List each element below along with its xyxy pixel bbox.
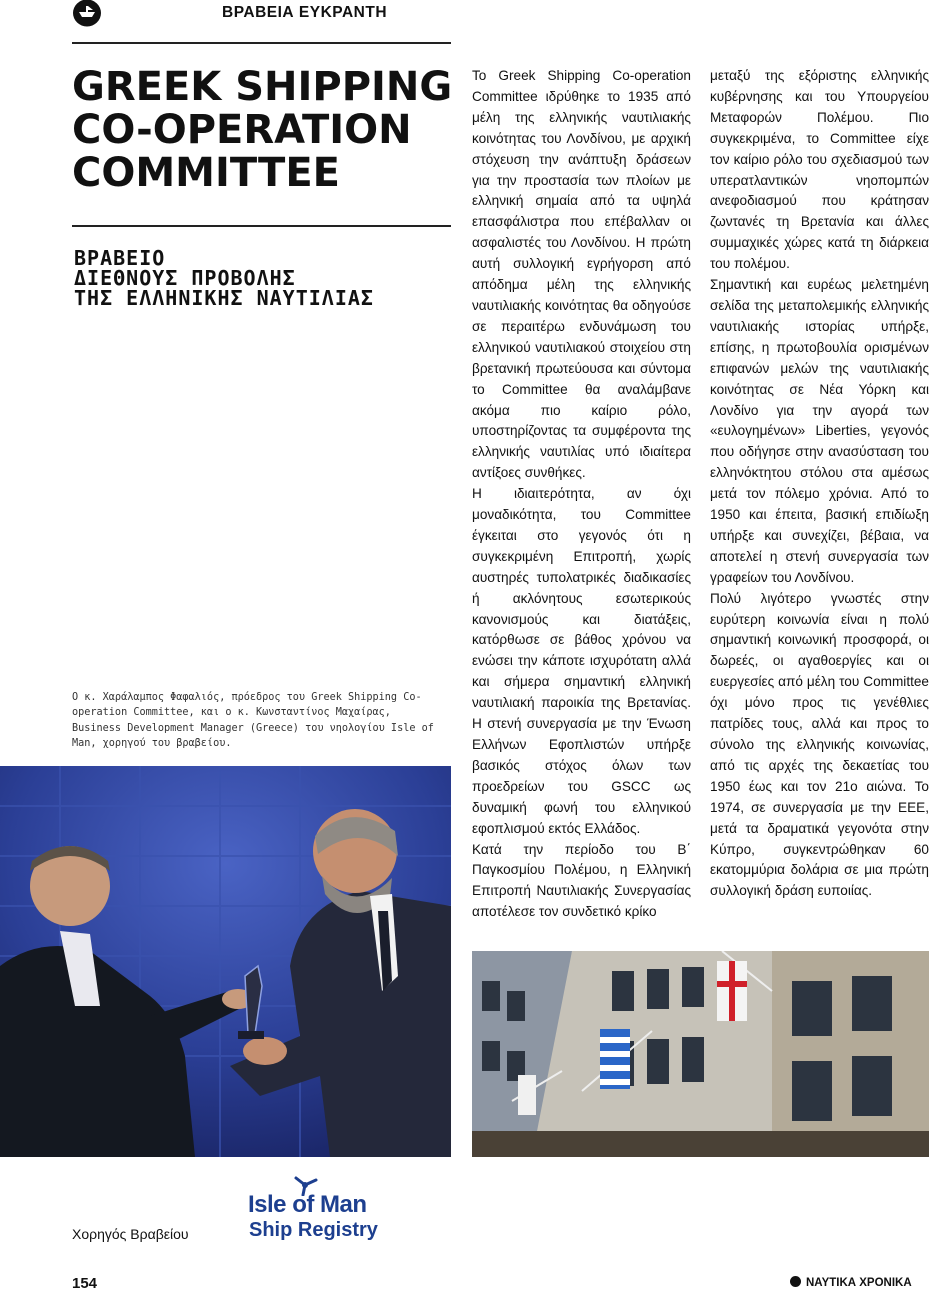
photo-caption: Ο κ. Χαράλαμπος Φαφαλιός, πρόεδρος του Greek Shipping Co-operation Committee, και ο κ. Κωνσταντίνος Μαχαίρας, Business Development Manager (Greece) του νηολογίου Isle of Man, χορηγού του βραβείου. xyxy=(72,692,434,750)
title-line: COMMITTEE xyxy=(72,150,340,196)
award-ceremony-photo xyxy=(0,766,451,1157)
award-line: ΤΗΣ ΕΛΛΗΝΙΚΗΣ ΝΑΥΤΙΛΙΑΣ xyxy=(74,286,374,310)
paragraph: Σημαντική και ευρέως μελετημένη σελίδα της μεταπολεμικής ελληνικής ναυτιλιακής ιστορίας υπήρξε, επίσης, η πρωτοβουλία ορισμένων επιφανών μελών της ναυτιλιακής κοινότητας σε Νέα Υόρκη και Λονδίνο για την αγορά των «ευλογημένων» Liberties, γεγονός που οδήγησε στην ανασύσταση του ελληνόκτητου στόλου στα αμέσως μετά τον πόλεμο χρόνια. Από το 1950 και έπειτα, βασική επιδίωξη υπήρξε και συνεχίζει, βέβαια, να αποτελεί η στενή συνεργασία των γραφείων του Λονδίνου. xyxy=(710,277,929,585)
divider xyxy=(72,42,451,44)
award-name xyxy=(74,248,444,308)
brand-name: ΝΑΥΤΙΚΑ ΧΡΟΝΙΚΑ xyxy=(806,1277,912,1289)
divider xyxy=(72,225,451,227)
article-column-2 xyxy=(710,66,929,902)
london-building-photo xyxy=(472,951,929,1157)
page-number: 154 xyxy=(72,1275,98,1292)
sponsor-label: Χορηγός Βραβείου xyxy=(72,1226,189,1242)
logo-text-line1: Isle of Man xyxy=(248,1191,367,1218)
award-line: ΒΡΑΒΕΙΟ xyxy=(74,246,166,270)
award-line: ΔΙΕΘΝΟΥΣ ΠΡΟΒΟΛΗΣ xyxy=(74,266,296,290)
section-label: ΒΡΑΒΕΙΑ ΕΥΚΡΑΝΤΗ xyxy=(222,4,388,21)
paragraph: Πολύ λιγότερο γνωστές στην ευρύτερη κοινωνία είναι η πολύ σημαντική κοινωνική προσφορά, οι δωρεές, οι αγαθοεργίες και οι ευεργεσίες από μέλη του Committee όχι μόνο προς τις γενέθλιες πατρίδες τους, αλλά και προς το σύνολο της ελληνικής κοινωνίας, από τις αρχές της δεκαετίας του 1950 έως και τον 21ο αιώνα. Το 1974, σε συνεργασία με την ΕΕΕ, μετά τα δραματικά γεγονότα στην Κύπρο, συγκεντρώθηκαν 60 εκατομμύρια δολάρια σε μια πρώτη συλλογική δράση ευποιίας. xyxy=(710,590,929,899)
paragraph: Το Greek Shipping Co-operation Committee ιδρύθηκε το 1935 από μέλη της ελληνικής ναυτιλιακής κοινότητας του Λονδίνου, με αρχική στόχευση την ανάπτυξη δράσεων για την προστασία των πλοίων με ελληνική σημαία από τα υψηλά επασφάλιστρα που επέβαλλαν οι ασφαλιστές του Λονδίνου. Η πρώτη αυτή συλλογική εγρήγορση από απόδημα μέλη της ελληνικής ναυτιλιακής κοινότητας θα οδηγούσε σε περαιτέρω ενδυνάμωση του ελληνικού ναυτιλιακού στοιχείου στη βρετανική πρωτεύουσα και σύντομα το Committee θα αναλάμβανε ακόμα πιο καίριο ρόλο, υποστηρίζοντας τα συμφέροντα της ελληνικής ναυτιλίας υπό ιδιαίτερα αντίξοες συνθήκες. xyxy=(472,68,691,481)
paragraph: Η ιδιαιτερότητα, αν όχι μοναδικότητα, του Committee έγκειται στο γεγονός ότι η συγκεκριμένη Επιτροπή, χωρίς αυστηρές τυπολατρικές διαδικασίες ή ακλόνητους εσωτερικούς κανονισμούς και διατάξεις, κατόρθωσε σε βάθος χρόνου να ενώσει την κάποτε ισχυρότατη αλλά και σήμερα σημαντική ελληνική ναυτιλιακή παροικία της Βρετανίας. Η στενή συνεργασία με την Ένωση Ελλήνων Εφοπλιστών υπήρξε βασικός στόχος όλων των προεδρείων του GSCC ως δυναμική φωνή του ελληνικού εφοπλισμού εκτός Ελλάδος. xyxy=(472,486,691,836)
title-line: GREEK SHIPPING xyxy=(72,64,453,110)
paragraph: Κατά την περίοδο του Β΄ Παγκοσμίου Πολέμου, η Ελληνική Επιτροπή Ναυτιλιακής Συνεργασίας αποτέλεσε τον συνδετικό κρίκο xyxy=(472,841,691,920)
isle-of-man-ship-registry-logo xyxy=(248,1174,388,1250)
ship-badge-icon xyxy=(72,0,102,28)
brand-dot-icon xyxy=(790,1276,801,1287)
logo-text-line2: Ship Registry xyxy=(249,1219,378,1241)
title-line: CO-OPERATION xyxy=(72,107,412,153)
paragraph: μεταξύ της εξόριστης ελληνικής κυβέρνησης και του Υπουργείου Μεταφορών Πολέμου. Πιο συγκεκριμένα, το Committee είχε τον καίριο ρόλο του σχεδιασμού των υπερατλαντικών νηοπομπών ανεφοδιασμού που κράτησαν ζωντανές τη Βρετανία και άλλες συμμαχικές χώρες κατά τη διάρκεια του πολέμου. xyxy=(710,68,929,272)
magazine-brand xyxy=(790,1276,912,1289)
article-title xyxy=(72,66,462,195)
article-column-1 xyxy=(472,66,691,923)
